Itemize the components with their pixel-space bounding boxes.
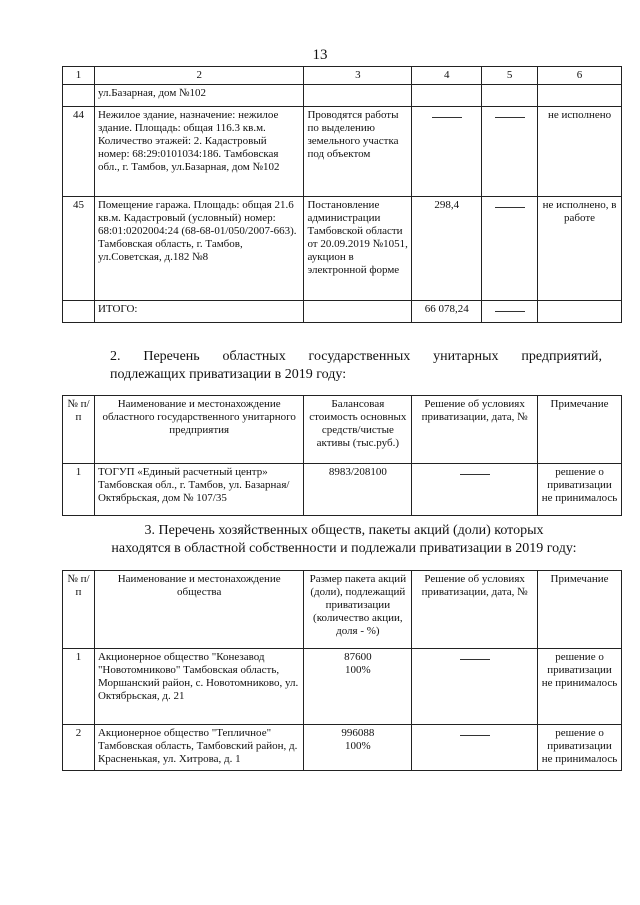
header-cell: Наименование и местонахождение общества [94, 571, 303, 649]
row-number [63, 85, 95, 107]
empty-dash [482, 301, 538, 323]
status-text: Постановление администрации Тамбовской области от 20.09.2019 №1051, аукцион в электронной форме [304, 197, 412, 301]
value-dash [412, 107, 482, 197]
object-name: ул.Базарная, дом №102 [94, 85, 304, 107]
empty-dash [412, 649, 538, 725]
object-name: Нежилое здание, назначение: нежилое здание. Площадь: общая 116.3 кв.м. Количество этажей: 2. Кадастровый номер: 68:29:0101034:186. Тамбовская обл., г. Тамбов, ул.Базарная, дом №102 [94, 107, 304, 197]
note-cell: решение о приватизации не принималось [538, 725, 622, 771]
company-name: Акционерное общество "Тепличное" Тамбовская область, Тамбовский район, д. Красненькая, ул. Хитрова, д. 1 [94, 725, 303, 771]
table-row [63, 197, 622, 301]
header-cell: 2 [94, 67, 304, 85]
note-cell [538, 85, 622, 107]
note-cell: не исполнено, в работе [538, 197, 622, 301]
section-2-title: 2. Перечень областных государственных унитарных предприятий, подлежащих приватизации в 2019 году: [110, 349, 602, 382]
row-number: 1 [63, 649, 95, 725]
shares-count: 996088 [341, 727, 375, 739]
row-number: 44 [63, 107, 95, 197]
shares-cell [304, 649, 412, 725]
value-cell: 298,4 [412, 197, 482, 301]
header-cell: 3 [304, 67, 412, 85]
table-header-row [63, 67, 622, 85]
table-row [63, 107, 622, 197]
empty-dash [412, 725, 538, 771]
header-cell: Наименование и местонахождение областного государственного унитарного предприятия [94, 396, 304, 464]
object-name: Помещение гаража. Площадь: общая 21.6 кв.м. Кадастровый (условный) номер: 68:01:0202004:24 (68-68-01/050/2007-663). Тамбовская область, г. Тамбов, ул.Советская, д.182 №8 [94, 197, 304, 301]
note-cell: решение о приватизации не принималось [538, 464, 622, 516]
header-cell: Размер пакета акций (доли), подлежащий приватизации (количество акции, доля - %) [304, 571, 412, 649]
value-cell [412, 85, 482, 107]
shares-percent: 100% [345, 740, 371, 752]
note-cell: не исполнено [538, 107, 622, 197]
table-row [63, 725, 622, 771]
table-header-row [63, 396, 622, 464]
row-number: 1 [63, 464, 95, 516]
status-text: Проводятся работы по выделению земельного участка под объектом [304, 107, 412, 197]
row-number: 2 [63, 725, 95, 771]
table-header-row [63, 571, 622, 649]
cell [538, 301, 622, 323]
empty-dash [482, 107, 538, 197]
header-cell: № п/п [63, 396, 95, 464]
enterprise-name: ТОГУП «Единый расчетный центр» Тамбовская обл., г. Тамбов, ул. Базарная/Октябрьская, дом № 107/35 [94, 464, 304, 516]
total-value: 66 078,24 [412, 301, 482, 323]
cell [304, 301, 412, 323]
status-text [304, 85, 412, 107]
header-cell: Решение об условиях приватизации, дата, № [412, 571, 538, 649]
company-name: Акционерное общество "Конезавод "Новотомниково" Тамбовская область, Моршанский район, с. Новотомниково, ул. Октябрьская, д. 21 [94, 649, 303, 725]
header-cell: 6 [538, 67, 622, 85]
empty-dash [482, 197, 538, 301]
shares-percent: 100% [345, 664, 371, 676]
header-cell: Примечание [538, 396, 622, 464]
section-3-title: 3. Перечень хозяйственных обществ, пакеты акций (доли) которых находятся в областной собственности и подлежали приватизации в 2019 году: [111, 523, 577, 556]
companies-table [62, 570, 622, 771]
cell [482, 85, 538, 107]
total-row [63, 301, 622, 323]
header-cell: Примечание [538, 571, 622, 649]
cell [63, 301, 95, 323]
header-cell: 5 [482, 67, 538, 85]
header-cell: Решение об условиях приватизации, дата, № [412, 396, 538, 464]
header-cell: № п/п [63, 571, 95, 649]
header-cell: 4 [412, 67, 482, 85]
note-cell: решение о приватизации не принималось [538, 649, 622, 725]
property-table [62, 66, 622, 323]
shares-cell [304, 725, 412, 771]
row-number: 45 [63, 197, 95, 301]
header-cell: 1 [63, 67, 95, 85]
total-label: ИТОГО: [94, 301, 304, 323]
table-row [63, 85, 622, 107]
page-number: 13 [312, 47, 328, 63]
enterprises-table [62, 395, 622, 516]
value-cell: 8983/208100 [304, 464, 412, 516]
header-cell: Балансовая стоимость основных средств/чистые активы (тыс.руб.) [304, 396, 412, 464]
table-row [63, 464, 622, 516]
table-row [63, 649, 622, 725]
shares-count: 87600 [344, 651, 372, 663]
empty-dash [412, 464, 538, 516]
